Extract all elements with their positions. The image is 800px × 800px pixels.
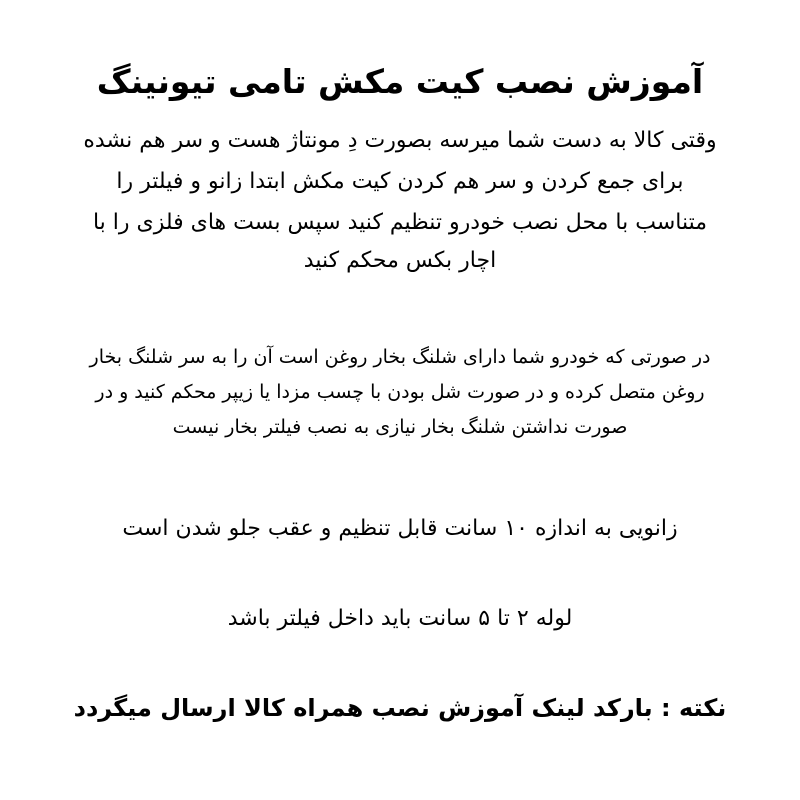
paragraph-line: وقتی کالا به دست شما میرسه بصورت دِ مونتاژ هست و سر هم نشده <box>83 128 717 153</box>
paragraph-line: در صورتی که خودرو شما دارای شلنگ بخار روغن است آن را به سر شلنگ بخار <box>89 346 711 368</box>
paragraph-line: اچار بکس محکم کنید <box>303 248 497 273</box>
paragraph-line: برای جمع کردن و سر هم کردن کیت مکش ابتدا زانو و فیلتر را <box>116 169 684 194</box>
paragraph-line: صورت نداشتن شلنگ بخار نیازی به نصب فیلتر بخار نیست <box>172 416 628 438</box>
note-text: نکته : بارکد لینک آموزش نصب همراه کالا ارسال میگردد <box>73 694 727 722</box>
pipe-insertion-text: لوله ۲ تا ۵ سانت باید داخل فیلتر باشد <box>227 606 573 631</box>
page-title: آموزش نصب کیت مکش تامی تیونینگ <box>96 62 704 101</box>
paragraph-line: روغن متصل کرده و در صورت شل بودن با چسب مزدا یا زیپر محکم کنید و در <box>95 381 705 403</box>
paragraph-line: متناسب با محل نصب خودرو تنظیم کنید سپس بست های فلزی را با <box>92 210 708 235</box>
elbow-adjustment-text: زانویی به اندازه ۱۰ سانت قابل تنظیم و عقب جلو شدن است <box>122 516 678 541</box>
